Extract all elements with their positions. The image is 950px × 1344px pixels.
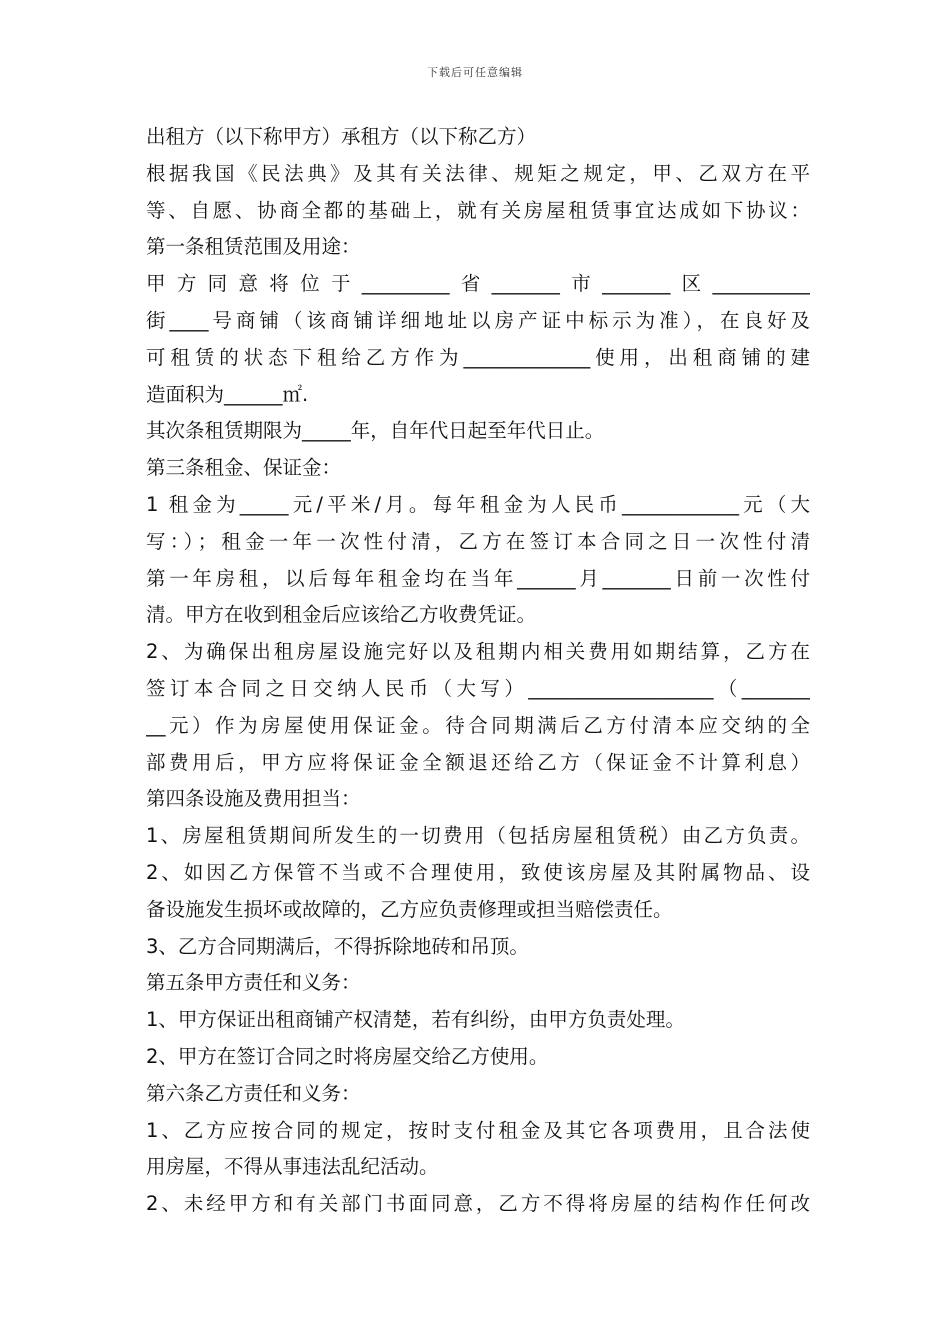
contract-line: __元）作为房屋使用保证金。待合同期满后乙方付清本应交纳的全 bbox=[146, 713, 810, 737]
contract-line: 1、乙方应按合同的规定，按时支付租金及其它各项费用，且合法使 bbox=[146, 1118, 810, 1142]
contract-line: 1 租金为_____元/平米/月。每年租金为人民币____________元（大 bbox=[146, 492, 810, 516]
contract-line: 第一条租赁范围及用途： bbox=[146, 235, 361, 259]
contract-line: 造面积为______㎡. bbox=[146, 382, 309, 406]
contract-line: 根据我国《民法典》及其有关法律、规矩之规定，甲、乙双方在平 bbox=[146, 161, 810, 185]
contract-line: 第四条设施及费用担当： bbox=[146, 787, 361, 811]
contract-line: 2、为确保出租房屋设施完好以及租期内相关费用如期结算，乙方在 bbox=[146, 640, 810, 664]
contract-body bbox=[146, 119, 810, 1223]
contract-line: 部费用后，甲方应将保证金全额退还给乙方（保证金不计算利息） bbox=[146, 750, 810, 774]
contract-line: 第六条乙方责任和义务： bbox=[146, 1081, 361, 1105]
contract-line: 第五条甲方责任和义务： bbox=[146, 971, 361, 995]
contract-line: 清。甲方在收到租金后应该给乙方收费凭证。 bbox=[146, 603, 537, 627]
contract-line: 出租方（以下称甲方）承租方（以下称乙方） bbox=[146, 125, 537, 148]
contract-line: 1、房屋租赁期间所发生的一切费用（包括房屋租赁税）由乙方负责。 bbox=[146, 824, 810, 848]
contract-line: 街____号商铺（该商铺详细地址以房产证中标示为准），在良好及 bbox=[146, 308, 810, 332]
contract-line: 1、甲方保证出租商铺产权清楚，若有纠纷，由甲方负责处理。 bbox=[146, 1008, 685, 1032]
contract-line: 备设施发生损坏或故障的，乙方应负责修理或担当赔偿责任。 bbox=[146, 897, 673, 921]
contract-line: 2、甲方在签订合同之时将房屋交给乙方使用。 bbox=[146, 1044, 549, 1068]
contract-line: 甲方同意将位于_________省_______市_______区__________ bbox=[146, 272, 810, 296]
page-header-note: 下载后可任意编辑 bbox=[427, 66, 523, 79]
contract-line: 3、乙方合同期满后，不得拆除地砖和吊顶。 bbox=[146, 934, 529, 958]
contract-line: 其次条租赁期限为_____年，自年代日起至年代日止。 bbox=[146, 419, 605, 443]
contract-line: 等、自愿、协商全都的基础上，就有关房屋租赁事宜达成如下协议： bbox=[146, 198, 810, 222]
contract-line: 2、未经甲方和有关部门书面同意，乙方不得将房屋的结构作任何改 bbox=[146, 1192, 810, 1216]
contract-line: 签订本合同之日交纳人民币（大写）___________________（_______ bbox=[146, 676, 810, 700]
contract-line: 用房屋，不得从事违法乱纪活动。 bbox=[146, 1155, 439, 1179]
contract-line: 2、如因乙方保管不当或不合理使用，致使该房屋及其附属物品、设 bbox=[146, 860, 810, 884]
contract-line: 第一年房租，以后每年租金均在当年______月_______日前一次性付 bbox=[146, 566, 810, 590]
contract-line: 写：）；租金一年一次性付清，乙方在签订本合同之日一次性付清 bbox=[146, 529, 810, 553]
contract-line: 可租赁的状态下租给乙方作为_____________使用，出租商铺的建 bbox=[146, 345, 810, 369]
contract-line: 第三条租金、保证金： bbox=[146, 456, 342, 480]
